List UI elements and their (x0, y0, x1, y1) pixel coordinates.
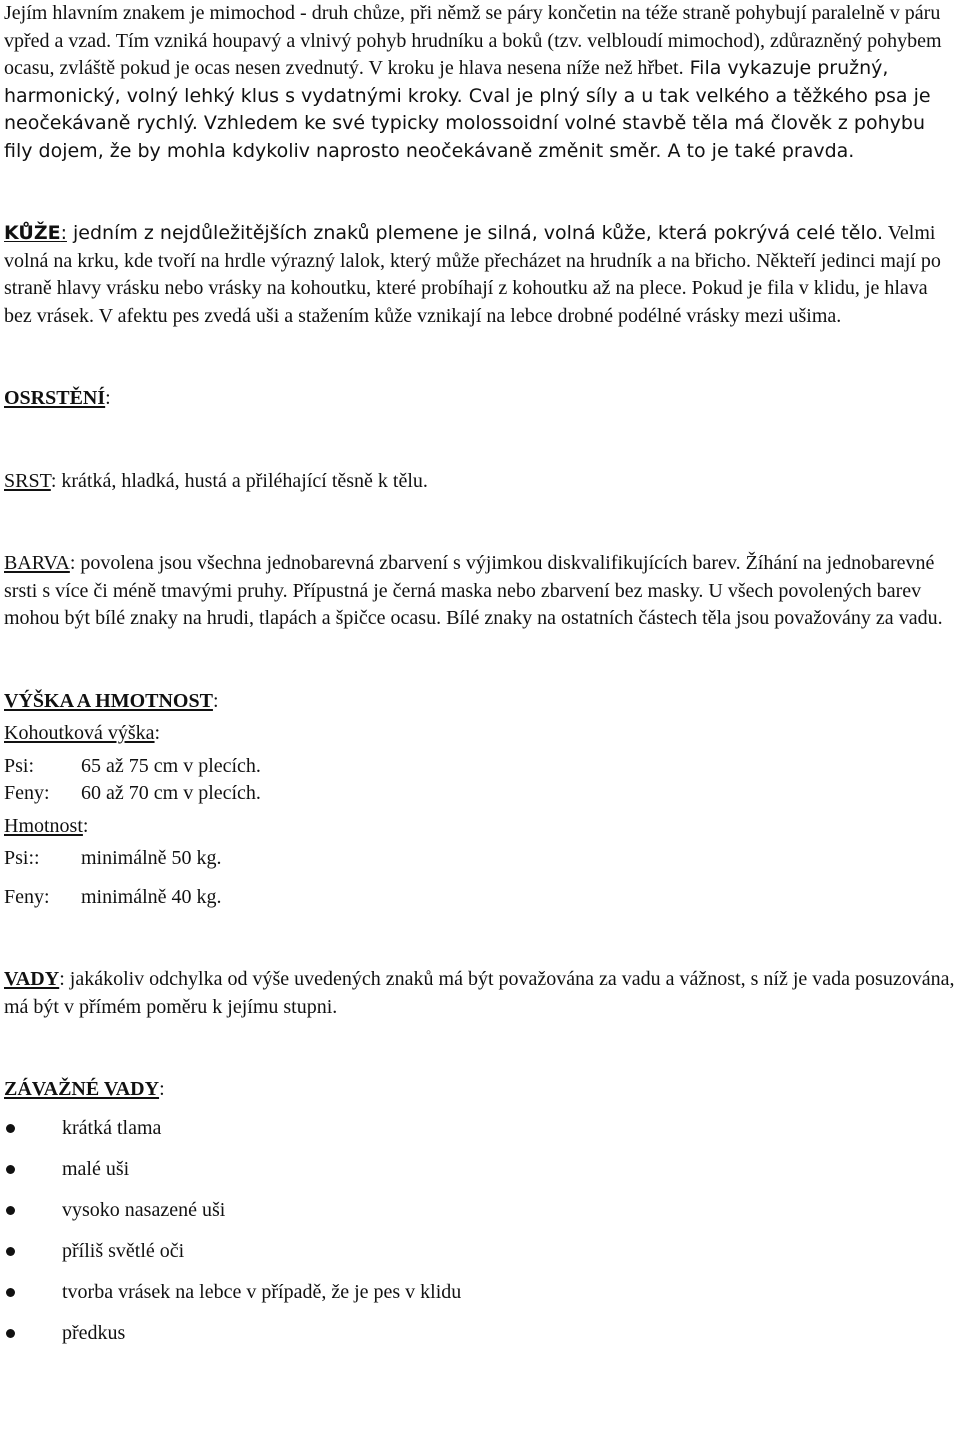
hair-text: : krátká, hladká, hustá a přiléhající těsně k tělu. (50, 469, 428, 492)
height-row-label: Feny: (4, 782, 50, 804)
serious-faults-heading: ZÁVAŽNÉ VADY (4, 1078, 160, 1100)
bullet-icon (6, 1247, 15, 1256)
weight-row-label: Psi:: (4, 847, 40, 869)
movement-text-serif: Jejím hlavním znakem je mimochod - druh chůze, při němž se páry končetin na téže straně pohybují paralelně v páru vpřed a vzad. Tím vzniká houpavý a vlnivý pohyb hrudníku a boků (tzv. velbloudí mimochod), zdůrazněný pohybem ocasu, zvláště pokud je ocas nesen zvednutý. V kroku je hlava nesena níže než hřbet. (4, 2, 942, 79)
bullet-icon (6, 1165, 15, 1174)
list-item (4, 1156, 956, 1197)
weight-row-value: minimálně 50 kg. (81, 847, 222, 869)
serious-faults-list (4, 1115, 956, 1361)
skin-heading: KŮŽE (4, 222, 61, 244)
weight-row-males (4, 845, 956, 873)
height-row-value: 60 až 70 cm v plecích. (81, 782, 261, 804)
bullet-icon (6, 1206, 15, 1215)
heading-coat (4, 385, 956, 413)
weight-row-label: Feny: (4, 885, 50, 908)
weight-rows (4, 845, 956, 911)
height-row-females (4, 780, 956, 808)
paragraph-movement (4, 0, 956, 165)
list-item-text: tvorba vrásek na lebce v případě, že je pes v klidu (62, 1280, 462, 1303)
faults-text: : jakákoliv odchylka od výše uvedených znaků má být považována za vadu a vážnost, s níž je vada posuzována, má být v přímém poměru k jejímu stupni. (4, 968, 955, 1018)
coat-heading-colon: : (105, 387, 111, 409)
bullet-icon (6, 1329, 15, 1338)
list-item (4, 1279, 956, 1320)
movement-text-sans: Fila vykazuje pružný, harmonický, volný lehký klus s vydatnými kroky. Cval je plný síly a u tak velkého a těžkého psa je neočekávaně rychlý. (4, 57, 931, 134)
document-page (4, 0, 956, 1361)
faults-heading: VADY (4, 968, 60, 990)
list-item (4, 1238, 956, 1279)
bullet-icon (6, 1124, 15, 1133)
bullet-icon (6, 1288, 15, 1297)
weight-colon: : (82, 814, 89, 837)
height-weight-heading: VÝŠKA A HMOTNOST (4, 689, 213, 712)
list-item-text: předkus (62, 1321, 126, 1344)
subheading-weight (4, 813, 956, 841)
skin-heading-colon: : (60, 222, 67, 244)
weight-row-females (4, 884, 956, 912)
movement-text-serif-2: Vzhledem ke své typicky molossoidní volné stavbě těla má člověk z pohybu fily dojem, že by mohla kdykoliv naprosto neočekávaně změnit směr. A to je také pravda. (4, 112, 925, 162)
skin-text-sans: jedním z nejdůležitějších znaků plemene je silná, volná kůže, která pokrývá celé tělo. (66, 222, 884, 244)
subheading-withers-height (4, 720, 956, 748)
list-item (4, 1197, 956, 1238)
hair-heading: SRST (4, 469, 51, 492)
heading-height-weight (4, 688, 956, 716)
list-item (4, 1115, 956, 1156)
color-heading: BARVA (4, 552, 70, 574)
list-item-text: příliš světlé oči (62, 1239, 185, 1262)
height-row-value: 65 až 75 cm v plecích. (81, 754, 261, 777)
paragraph-hair (4, 468, 956, 496)
height-rows (4, 753, 956, 808)
heading-serious-faults (4, 1076, 956, 1104)
height-row-males (4, 753, 956, 781)
list-item-text: vysoko nasazené uši (62, 1198, 226, 1221)
coat-heading: OSRSTĚNÍ (4, 387, 106, 409)
height-weight-colon: : (212, 689, 219, 712)
weight-row-value: minimálně 40 kg. (81, 885, 222, 908)
serious-faults-colon: : (159, 1078, 165, 1100)
color-text: : povolena jsou všechna jednobarevná zbarvení s výjimkou diskvalifikujících barev. Žíhání na jednobarevné srsti s více či méně tmavými pruhy. Přípustná je černá maska nebo zbarvení bez masky. U všech povolených barev mohou být bílé znaky na hrudi, tlapách a špičce ocasu. Bílé znaky na ostatních částech těla jsou považovány za vadu. (4, 552, 943, 629)
list-item (4, 1320, 956, 1361)
paragraph-faults (4, 966, 956, 1021)
paragraph-skin (4, 220, 956, 330)
withers-height-label: Kohoutková výška (4, 722, 155, 744)
paragraph-color (4, 550, 956, 633)
list-item-text: malé uši (62, 1157, 130, 1180)
withers-height-colon: : (154, 722, 161, 744)
skin-text-serif: Velmi volná na krku, kde tvoří na hrdle výrazný lalok, který může přecházet na hrudník a na břicho. Někteří jedinci mají po straně hlavy vrásku nebo vrásky na kohoutku, které probíhají z kohoutku až na plece. Pokud je fila v klidu, je hlava bez vrásek. V afektu pes zvedá uši a stažením kůže vznikají na lebce drobné podélné vrásky mezi ušima. (4, 222, 941, 327)
height-row-label: Psi: (4, 754, 35, 777)
list-item-text: krátká tlama (62, 1116, 162, 1139)
weight-label: Hmotnost (4, 814, 83, 837)
